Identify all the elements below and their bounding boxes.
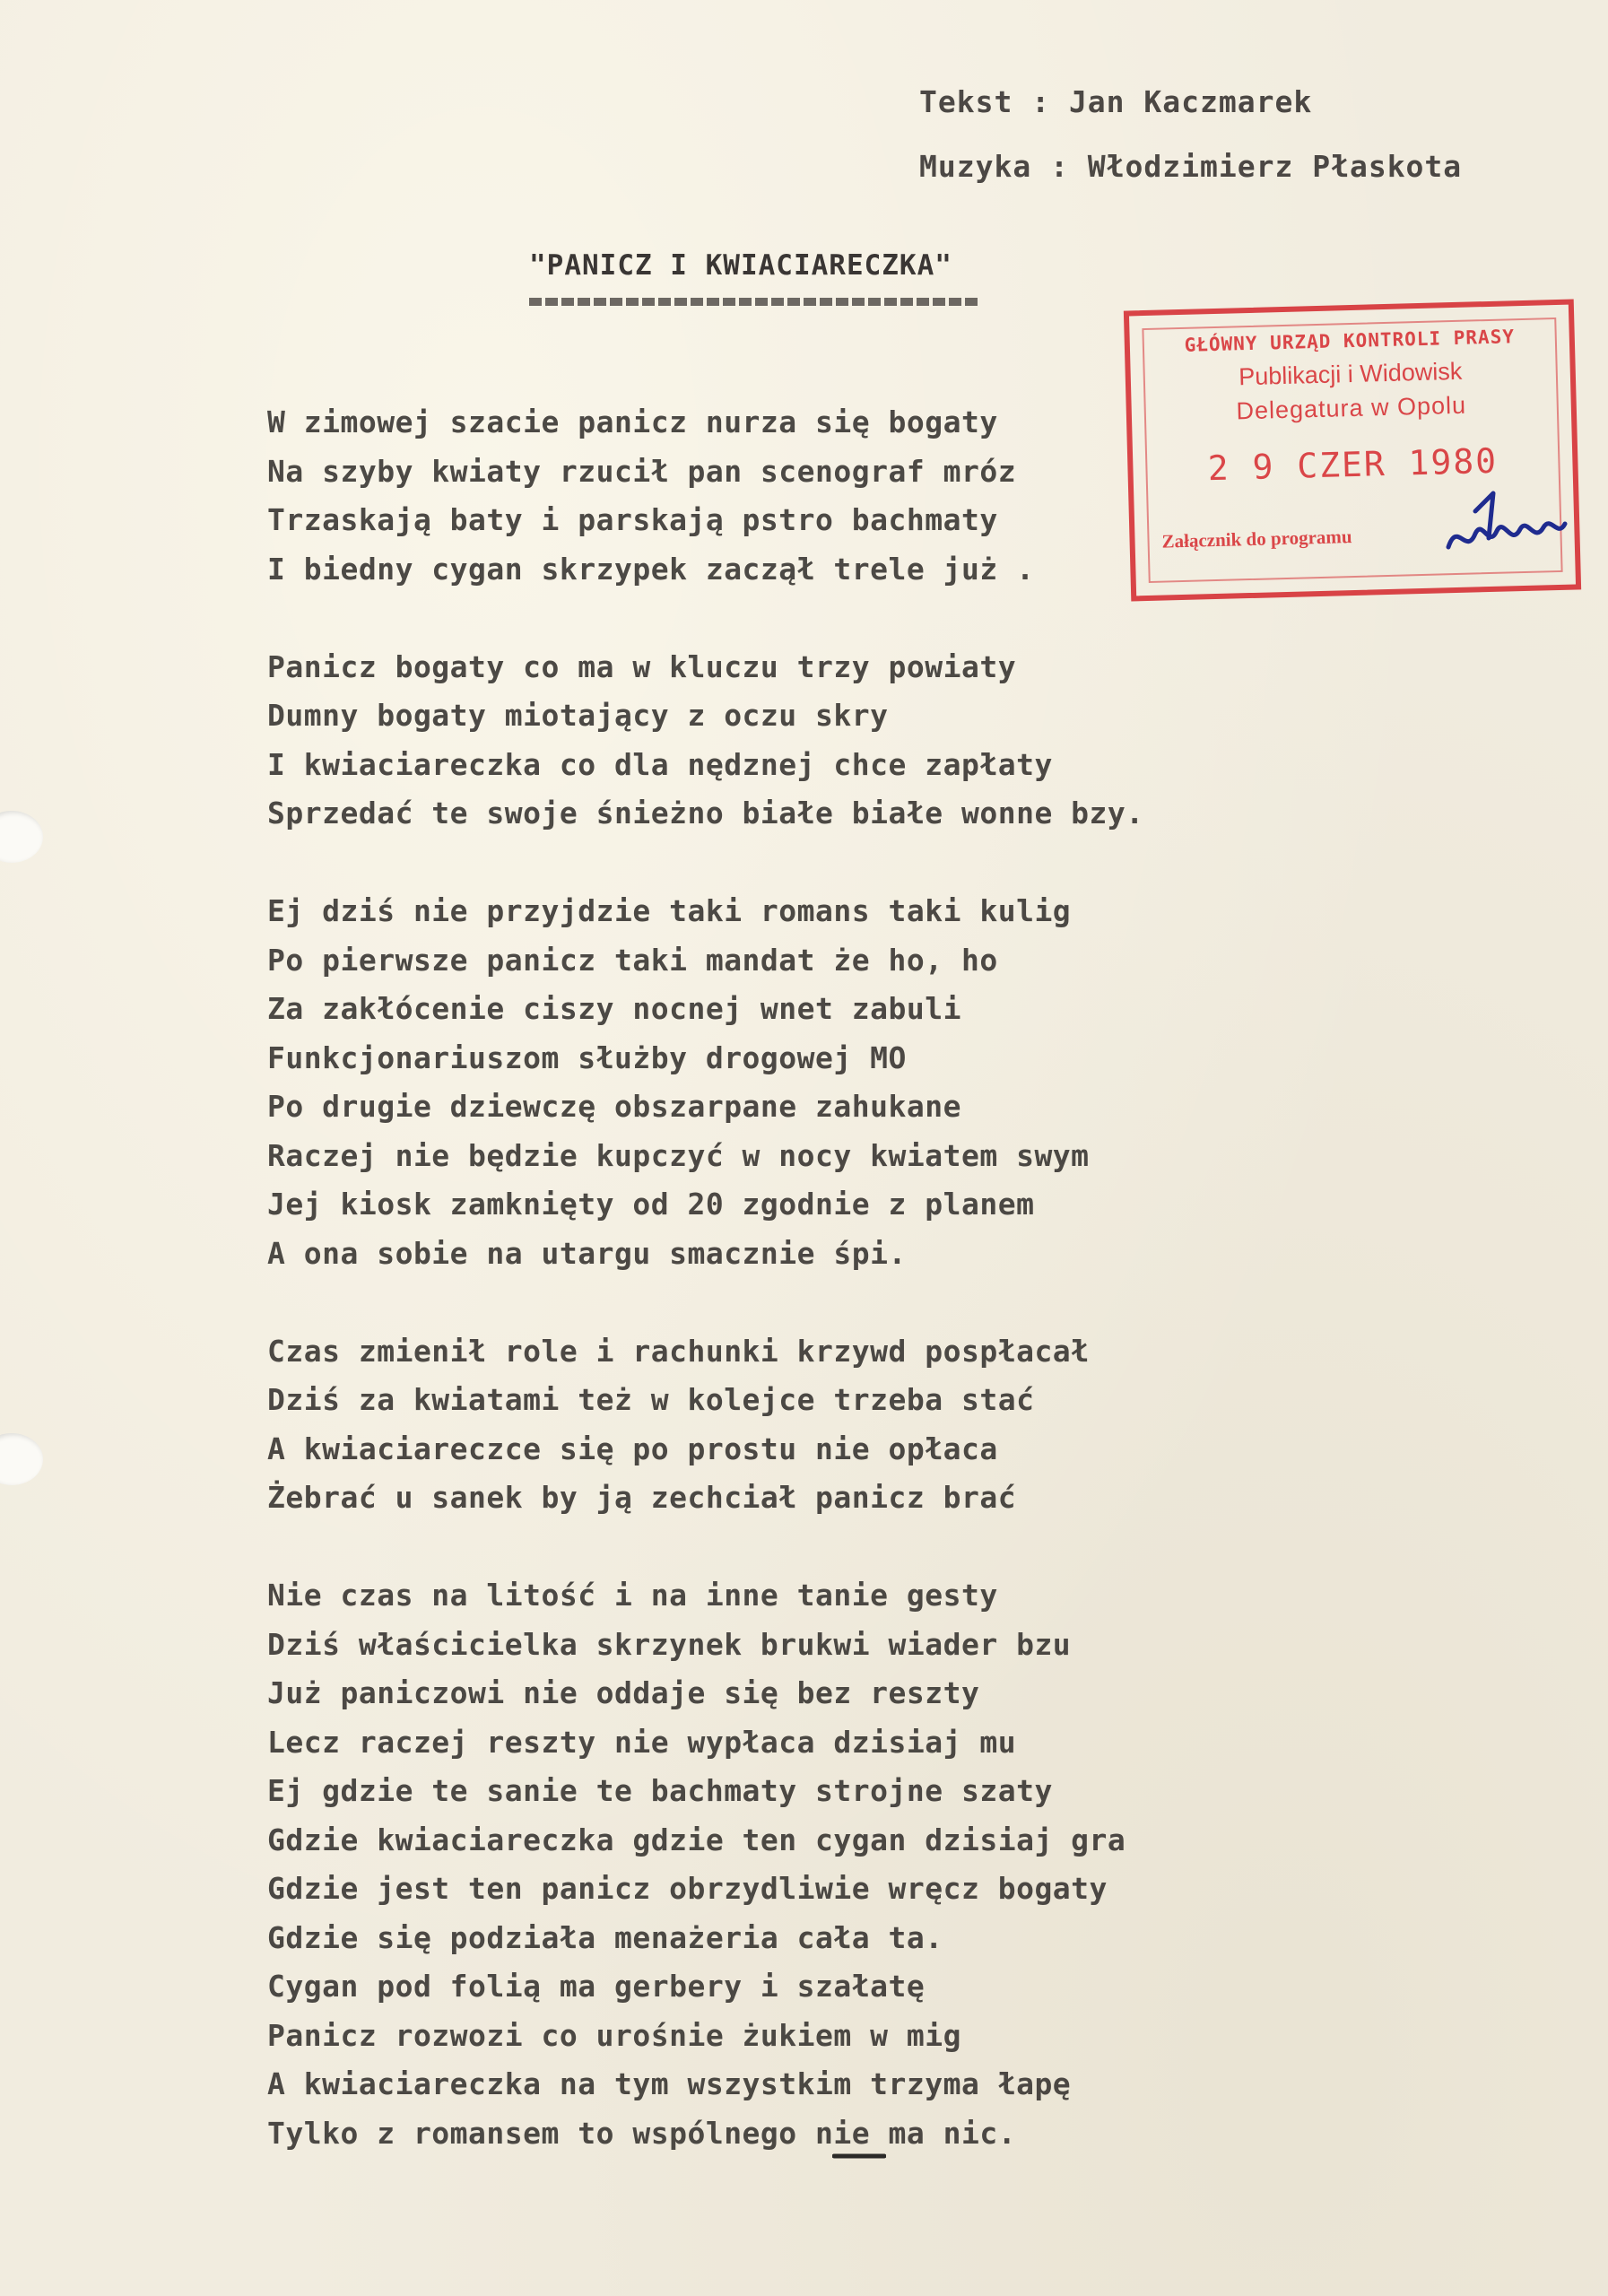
title-underline <box>529 298 978 306</box>
poem-line: Ej gdzie te sanie te bachmaty strojne szaty <box>267 1773 1053 1808</box>
poem-line: W zimowej szacie panicz nurza się bogaty <box>267 404 998 439</box>
poem-line: A ona sobie na utargu smacznie śpi. <box>267 1235 907 1271</box>
poem-line: A kwiaciareczka na tym wszystkim trzyma łapę <box>267 2066 1072 2101</box>
stanza-1 <box>267 398 1290 594</box>
stamp-delegation: Delegatura w Opolu <box>1236 391 1467 425</box>
stamp-office-name: GŁÓWNY URZĄD KONTROLI PRASY <box>1184 326 1516 356</box>
poem-line: Żebrać u sanek by ją zechciał panicz brać <box>267 1480 1017 1515</box>
music-credit: Muzyka : Włodzimierz Płaskota <box>919 149 1463 184</box>
poem-line: Dziś za kwiatami też w kolejce trzeba stać <box>267 1382 1035 1417</box>
poem-line: Cygan pod folią ma gerbery i szałatę <box>267 1969 926 2004</box>
poem-line: A kwiaciareczce się po prostu nie opłaca <box>267 1431 998 1466</box>
poem-line: Jej kiosk zamknięty od 20 zgodnie z planem <box>267 1187 1035 1222</box>
poem-line: Gdzie kwiaciareczka gdzie ten cygan dzisiaj gra <box>267 1822 1126 1857</box>
poem-line: Tylko z romansem to wspólnego nie ma nic. <box>267 2115 1017 2151</box>
poem-line: Dumny bogaty miotający z oczu skry <box>267 698 889 733</box>
poem-line: Sprzedać te swoje śnieżno białe białe wonne bzy. <box>267 796 1144 831</box>
poem-line: Panicz rozwozi co urośnie żukiem w mig <box>267 2017 961 2053</box>
stanza-5 <box>267 1571 1290 2158</box>
stanza-4 <box>267 1327 1290 1523</box>
poem-line: Gdzie się podziała menażeria cała ta. <box>267 1919 943 1955</box>
punch-hole-bottom <box>0 1433 43 1485</box>
end-dash-mark <box>832 2152 886 2161</box>
poem-line: Panicz bogaty co ma w kluczu trzy powiaty <box>267 648 1017 684</box>
poem-line: Funkcjonariuszom służby drogowej MO <box>267 1039 907 1075</box>
stamp-date: 2 9 CZER 1980 <box>1207 440 1499 489</box>
poem-line: I biedny cygan skrzypek zaczął trele już . <box>267 551 1035 587</box>
page-title: "PANICZ I KWIACIARECZKA" <box>529 249 952 282</box>
stanza-3 <box>267 887 1290 1278</box>
stamp-department: Publikacji i Widowisk <box>1238 357 1463 391</box>
poem-line: Lecz raczej reszty nie wypłaca dzisiaj mu <box>267 1724 1017 1760</box>
poem-line: Za zakłócenie ciszy nocnej wnet zabuli <box>267 991 961 1026</box>
signature-icon <box>1439 484 1574 565</box>
poem-line: I kwiaciareczka co dla nędznej chce zapłaty <box>267 746 1053 782</box>
poem-line: Czas zmienił role i rachunki krzywd pospłacał <box>267 1333 1090 1369</box>
poem-line: Po drugie dziewczę obszarpane zahukane <box>267 1089 961 1124</box>
poem-line: Dziś właścicielka skrzynek brukwi wiader bzu <box>267 1626 1072 1662</box>
poem-line: Na szyby kwiaty rzucił pan scenograf mróz <box>267 453 1017 489</box>
poem-line: Gdzie jest ten panicz obrzydliwie wręcz bogaty <box>267 1871 1108 1906</box>
credits-header <box>919 70 1462 199</box>
poem-line: Trzaskają baty i parskają pstro bachmaty <box>267 502 998 537</box>
poem-body <box>267 398 1290 2207</box>
poem-line: Już paniczowi nie oddaje się bez reszty <box>267 1675 980 1710</box>
poem-line: Po pierwsze panicz taki mandat że ho, ho <box>267 942 998 978</box>
poem-line: Ej dziś nie przyjdzie taki romans taki kulig <box>267 893 1072 928</box>
punch-hole-top <box>0 811 43 863</box>
text-credit: Tekst : Jan Kaczmarek <box>919 84 1313 119</box>
poem-line: Raczej nie będzie kupczyć w nocy kwiatem swym <box>267 1137 1090 1173</box>
poem-line: Nie czas na litość i na inne tanie gesty <box>267 1578 998 1613</box>
stanza-2 <box>267 643 1290 839</box>
stamp-attachment-label: Załącznik do programu <box>1161 526 1352 552</box>
title-block <box>529 249 978 306</box>
